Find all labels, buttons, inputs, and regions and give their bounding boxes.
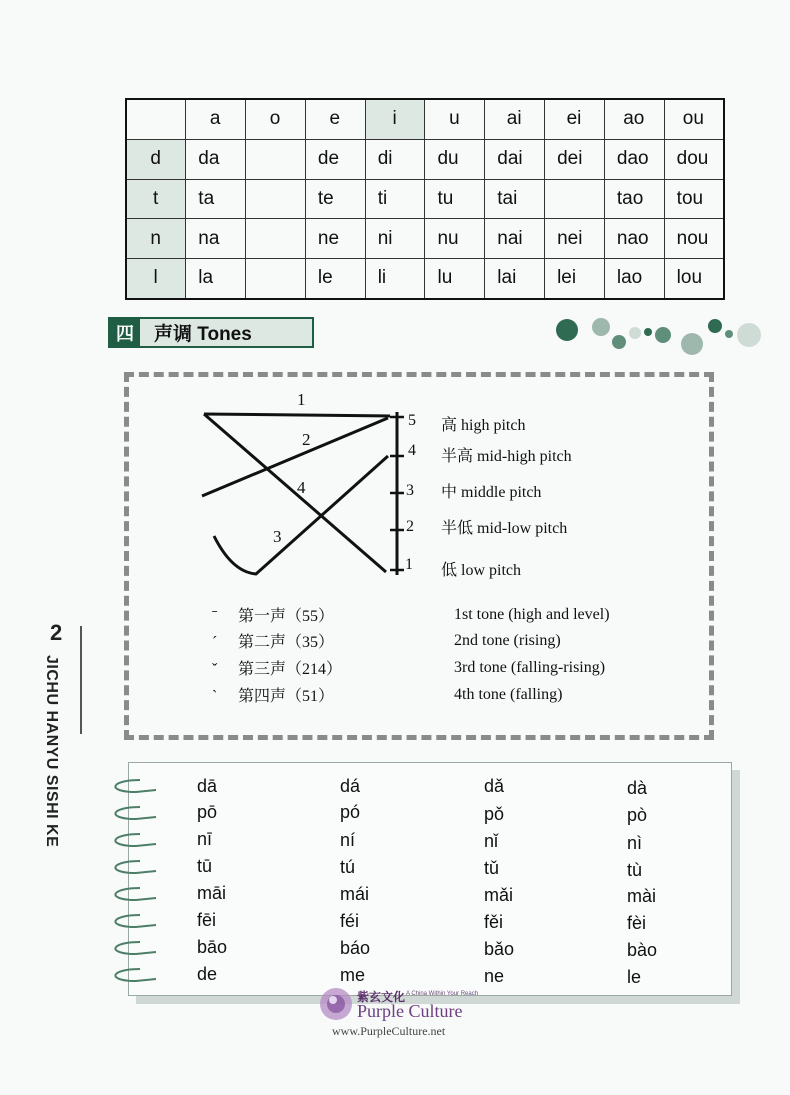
- purple-culture-logo-icon: [318, 985, 354, 1023]
- table-corner: [126, 99, 186, 139]
- section-number: 四: [110, 319, 140, 346]
- pinyin-cell: pó: [340, 802, 361, 822]
- pinyin-cell: pò: [627, 805, 648, 825]
- table-row: [126, 258, 724, 299]
- pinyin-cell: báo: [340, 938, 371, 958]
- table-cell: dao: [604, 139, 664, 179]
- spiral-binding-icon: [100, 762, 160, 996]
- pinyin-cell: de: [197, 964, 218, 984]
- tone-line-label: 1: [297, 390, 306, 409]
- table-cell: ne: [305, 219, 365, 259]
- table-cell: tu: [425, 179, 485, 219]
- syllable-table: [125, 98, 725, 300]
- spine-divider: [80, 626, 82, 734]
- table-cell: dou: [664, 139, 724, 179]
- pinyin-cell: tǔ: [484, 858, 500, 878]
- table-cell: lao: [604, 258, 664, 299]
- tone-row-cn: [212, 603, 334, 626]
- header-cell: i: [365, 99, 425, 139]
- book-title-vertical: JICHU HANYU SISHI KE: [43, 655, 60, 848]
- pinyin-cell: fēi: [197, 910, 217, 930]
- pinyin-cell: dā: [197, 776, 218, 796]
- pinyin-cell: le: [627, 967, 642, 987]
- pinyin-cell: bǎo: [484, 939, 515, 959]
- pinyin-cell: tú: [340, 857, 356, 877]
- header-cell: ei: [545, 99, 605, 139]
- header-cell: e: [305, 99, 365, 139]
- watermark-url: www.PurpleCulture.net: [332, 1024, 446, 1038]
- header-cell: o: [246, 99, 306, 139]
- pinyin-cell: mài: [627, 886, 657, 906]
- table-cell: [246, 179, 306, 219]
- table-cell: dei: [545, 139, 605, 179]
- table-cell: da: [186, 139, 246, 179]
- tone-line-label: 3: [273, 527, 282, 546]
- header-cell: ou: [664, 99, 724, 139]
- decorative-dots: [553, 314, 768, 358]
- pinyin-cell: dǎ: [484, 776, 505, 796]
- tone-name-cn: 第四声（51）: [238, 688, 335, 705]
- table-cell: di: [365, 139, 425, 179]
- row-header-cell: l: [126, 258, 186, 299]
- header-cell: u: [425, 99, 485, 139]
- tone-line-label: 4: [297, 478, 306, 497]
- table-cell: li: [365, 258, 425, 299]
- tone-name-en: 2nd tone (rising): [454, 632, 561, 649]
- watermark-chinese: 紫玄文化: [357, 990, 406, 1004]
- table-cell: te: [305, 179, 365, 219]
- table-cell: lei: [545, 258, 605, 299]
- pitch-level-number: 2: [406, 518, 414, 535]
- table-cell: lu: [425, 258, 485, 299]
- pinyin-cell: bāo: [197, 937, 228, 957]
- pinyin-cell: fěi: [484, 912, 504, 932]
- watermark-tagline: A China Within Your Reach: [406, 991, 479, 997]
- table-cell: [246, 139, 306, 179]
- table-cell: nai: [485, 219, 545, 259]
- pinyin-cell: féi: [340, 911, 360, 931]
- pitch-level-number: 4: [408, 442, 416, 459]
- pinyin-cell: māi: [197, 883, 227, 903]
- table-cell: nei: [545, 219, 605, 259]
- table-cell: [545, 179, 605, 219]
- table-cell: tao: [604, 179, 664, 219]
- table-cell: la: [186, 258, 246, 299]
- tone-line-label: 2: [302, 430, 311, 449]
- table-cell: [246, 219, 306, 259]
- tone-row-cn: [212, 629, 334, 652]
- pitch-level-number: 5: [408, 412, 416, 429]
- tone-name-en: 3rd tone (falling-rising): [454, 659, 606, 676]
- pitch-level-label: 中 middle pitch: [441, 484, 542, 501]
- pitch-level-number: 3: [406, 482, 414, 499]
- tone-name-cn: 第一声（55）: [238, 608, 335, 625]
- row-header-cell: t: [126, 179, 186, 219]
- table-cell: ta: [186, 179, 246, 219]
- table-row: [126, 139, 724, 179]
- pitch-level-label: 高 high pitch: [441, 417, 526, 434]
- table-cell: nu: [425, 219, 485, 259]
- header-cell: a: [186, 99, 246, 139]
- pinyin-cell: bào: [627, 940, 658, 960]
- tone-name-en: 4th tone (falling): [454, 686, 563, 703]
- pinyin-cell: me: [340, 965, 366, 985]
- pinyin-cell: tù: [627, 860, 643, 880]
- pinyin-cell: nǐ: [484, 831, 499, 851]
- table-cell: ti: [365, 179, 425, 219]
- table-cell: de: [305, 139, 365, 179]
- table-cell: dai: [485, 139, 545, 179]
- pinyin-cell: tū: [197, 856, 213, 876]
- table-cell: lai: [485, 258, 545, 299]
- pinyin-cell: dà: [627, 778, 648, 798]
- pitch-level-number: 1: [405, 556, 413, 573]
- tone-row-cn: [212, 683, 334, 706]
- tone-mark: ˉ: [212, 608, 218, 625]
- table-header-row: [126, 99, 724, 139]
- table-cell: du: [425, 139, 485, 179]
- tone-mark: ˋ: [212, 688, 218, 705]
- section-title: 声调 Tones: [154, 324, 252, 345]
- pinyin-cell: mái: [340, 884, 370, 904]
- pinyin-cell: mǎi: [484, 885, 514, 905]
- row-header-cell: d: [126, 139, 186, 179]
- header-cell: ao: [604, 99, 664, 139]
- pinyin-cell: nì: [627, 833, 643, 853]
- pitch-level-label: 半高 mid-high pitch: [441, 448, 572, 465]
- tone-mark: ˇ: [212, 661, 218, 678]
- tone-mark: ˊ: [212, 634, 218, 651]
- table-cell: lou: [664, 258, 724, 299]
- pitch-level-label: 低 low pitch: [441, 562, 521, 579]
- pinyin-cell: fèi: [627, 913, 647, 933]
- pitch-level-label: 半低 mid-low pitch: [441, 520, 568, 537]
- tone-name-en: 1st tone (high and level): [454, 606, 610, 623]
- pinyin-cell: nī: [197, 829, 213, 849]
- table-cell: le: [305, 258, 365, 299]
- table-row: [126, 179, 724, 219]
- table-cell: tai: [485, 179, 545, 219]
- table-cell: nou: [664, 219, 724, 259]
- table-cell: na: [186, 219, 246, 259]
- table-cell: [246, 258, 306, 299]
- header-cell: ai: [485, 99, 545, 139]
- table-cell: ni: [365, 219, 425, 259]
- pinyin-cell: ne: [484, 966, 505, 986]
- pinyin-cell: dá: [340, 776, 361, 796]
- watermark-brand: Purple Culture: [357, 1001, 463, 1021]
- pinyin-cell: pǒ: [484, 804, 505, 824]
- table-cell: tou: [664, 179, 724, 219]
- page-number: 2: [50, 620, 63, 645]
- tone-row-cn: [212, 656, 342, 679]
- tone-name-cn: 第三声（214）: [238, 661, 343, 678]
- tone-name-cn: 第二声（35）: [238, 634, 335, 651]
- table-cell: nao: [604, 219, 664, 259]
- pinyin-cell: pō: [197, 802, 218, 822]
- pinyin-cell: ní: [340, 830, 356, 850]
- table-row: [126, 219, 724, 259]
- row-header-cell: n: [126, 219, 186, 259]
- section-header: [108, 317, 314, 348]
